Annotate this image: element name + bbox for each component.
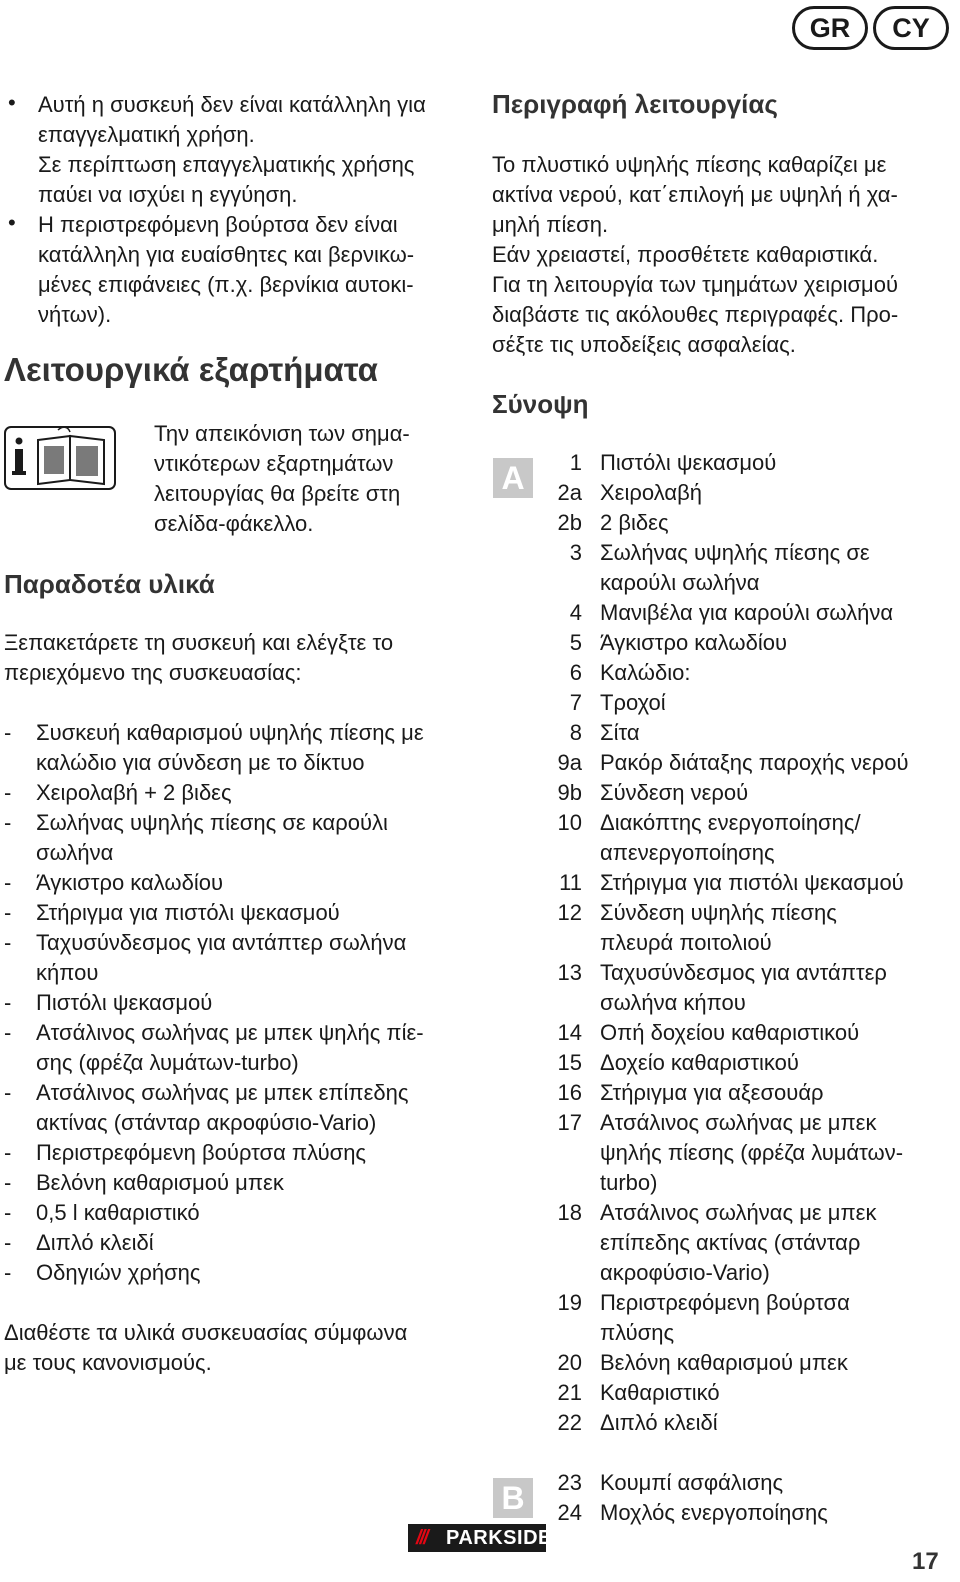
list-item: - Στήριγμα για πιστόλι ψεκασμού [4,898,474,928]
part-number: 18 [557,1200,582,1225]
part-row [540,448,960,478]
part-row [540,478,960,508]
part-number: 11 [559,870,582,895]
part-label-line: Δοχείο καθαριστικού [600,1050,799,1075]
part-label [600,808,861,868]
part-label-line: Σύνδεση νερού [600,780,749,805]
list-item: - Πιστόλι ψεκασμού [4,988,474,1018]
part-row [540,778,960,808]
list-item: - Ταχυσύνδεσμος για αντάπτερ σωλήνα κήπου [4,928,474,988]
function-heading: Περιγραφή λειτουργίας [492,89,778,119]
part-label-line: επίπεδης ακτίνας (στάνταρ [600,1230,861,1255]
part-label [600,688,666,718]
part-label-line: Τροχοί [600,690,666,715]
part-label [600,478,702,508]
part-label [600,1498,828,1528]
part-label-line: 2 βιδες [600,510,669,535]
part-number: 20 [557,1350,582,1375]
part-label-line: Σύνδεση υψηλής πίεσης [600,900,837,925]
components-heading: Λειτουργικά εξαρτήματα [4,351,378,388]
delivery-list [4,718,474,1288]
part-label-line: Στήριγμα για πιστόλι ψεκασμού [600,870,904,895]
part-label-line: καρούλι σωλήνα [600,570,760,595]
list-item: - Περιστρεφόμενη βούρτσα πλύσης [4,1138,474,1168]
bullet-item: • Αυτή η συσκευή δεν είναι κατάλληλη για επαγγελματική χρήση. Σε περίπτωση επαγγελματικής χρήσης παύει να ισχύει η εγγύηση. [4,90,464,210]
part-label [600,898,837,958]
part-label-line: Πιστόλι ψεκασμού [600,450,777,475]
part-label-line: Ατσάλινος σωλήνας με μπεκ [600,1200,877,1225]
part-label-line: ακροφύσιο-Vario) [600,1260,770,1285]
part-label-line: πλύσης [600,1320,675,1345]
function-text: Το πλυστικό υψηλής πίεσης καθαρίζει με ακτίνα νερού, κατ΄επιλογή με υψηλή ή χα- μηλή πίεση. Εάν χρειαστεί, προσθέτετε καθαριστικά. Για τη λειτουργία των τμημάτων χειρισμού διαβάστε τις ακόλουθες περιγραφές. Προ- σέξτε τις υποδείξεις ασφαλείας. [492,152,899,357]
logo-stripes-icon: /// [416,1527,427,1549]
part-row [540,958,960,1018]
part-label-line: Ρακόρ διάταξης παροχής νερού [600,750,909,775]
part-number: 3 [569,540,582,565]
part-row [540,718,960,748]
list-item: - Οδηγιών χρήσης [4,1258,474,1288]
part-row [540,1198,960,1288]
components-info-text: Την απεικόνιση των σημα- ντικότερων εξαρτημάτων λειτουργίας θα βρείτε στη σελίδα-φάκελλο. [154,421,410,536]
brand-name: PARKSIDE [446,1527,552,1549]
list-item: - Διπλό κλειδί [4,1228,474,1258]
part-label [600,1348,848,1378]
intro-bullet-list [4,90,464,330]
part-number: 14 [557,1020,582,1045]
part-row [540,628,960,658]
parts-list-b [540,1468,960,1528]
delivery-outro: Διαθέστε τα υλικά συσκευασίας σύμφωνα με τους κανονισμούς. [4,1320,408,1375]
part-number: 17 [557,1110,582,1135]
part-row [540,748,960,778]
part-number: 16 [557,1080,582,1105]
part-number: 5 [569,630,582,655]
group-b-label: B [493,1478,533,1518]
part-label [600,1408,718,1438]
parts-list-a [540,448,960,1438]
country-badge-gr: GR [792,6,868,50]
part-number: 4 [569,600,582,625]
list-item: - Άγκιστρο καλωδίου [4,868,474,898]
part-label [600,1108,903,1198]
part-row [540,1498,960,1528]
part-row [540,538,960,598]
list-item: - Ατσάλινος σωλήνας με μπεκ ψηλής πίε- σης (φρέζα λυμάτων-turbo) [4,1018,474,1078]
part-row [540,1408,960,1438]
part-number: 9b [557,780,582,805]
part-label-line: Κουμπί ασφάλισης [600,1470,784,1495]
bullet-item: • Η περιστρεφόμενη βούρτσα δεν είναι κατάλληλη για ευαίσθητες και βερνικω- μένες επιφάνειες (π.χ. βερνίκια αυτοκι- νήτων). [4,210,464,330]
part-label-line: turbo) [600,1170,658,1195]
part-row [540,688,960,718]
part-number: 6 [569,660,582,685]
list-item: - Σωλήνας υψηλής πίεσης σε καρούλι σωλήνα [4,808,474,868]
list-item: - Συσκευή καθαρισμού υψηλής πίεσης με καλώδιο για σύνδεση με το δίκτυο [4,718,474,778]
part-row [540,1288,960,1348]
part-label-line: Ταχυσύνδεσμος για αντάπτερ [600,960,887,985]
part-label [600,1018,859,1048]
part-label [600,748,909,778]
group-a-label: A [493,458,533,498]
part-number: 10 [557,810,582,835]
part-label-line: Άγκιστρο καλωδίου [600,630,787,655]
part-label-line: Σίτα [600,720,640,745]
part-label [600,868,904,898]
part-label-line: Χειρολαβή [600,480,702,505]
part-label-line: Στήριγμα για αξεσουάρ [600,1080,824,1105]
part-row [540,1378,960,1408]
part-row [540,1348,960,1378]
part-label-line: Καθαριστικό [600,1380,720,1405]
part-number: 22 [557,1410,582,1435]
part-label-line: σωλήνα κήπου [600,990,746,1015]
part-label-line: ψηλής πίεσης (φρέζα λυμάτων- [600,1140,904,1165]
part-label-line: Οπή δοχείου καθαριστικού [600,1020,860,1045]
part-label [600,628,787,658]
country-badge-cy: CY [873,6,949,50]
part-label-line: Σωλήνας υψηλής πίεσης σε [600,540,870,565]
part-label [600,958,887,1018]
part-label-line: πλευρά ποιτολιού [600,930,772,955]
part-label-line: Διπλό κλειδί [600,1410,718,1435]
part-label [600,508,669,538]
part-label [600,538,870,598]
list-item: - Βελόνη καθαρισμού μπεκ [4,1168,474,1198]
part-label [600,718,640,748]
part-label-line: Ατσάλινος σωλήνας με μπεκ [600,1110,877,1135]
part-label-line: Διακόπτης ενεργοποίησης/ [600,810,861,835]
list-item: - Ατσάλινος σωλήνας με μπεκ επίπεδης ακτίνας (στάνταρ ακροφύσιο-Vario) [4,1078,474,1138]
part-label-line: Βελόνη καθαρισμού μπεκ [600,1350,848,1375]
part-row [540,1018,960,1048]
parkside-logo [408,1524,552,1552]
part-row [540,898,960,958]
part-label [600,1078,824,1108]
part-number: 15 [557,1050,582,1075]
part-number: 9a [557,750,582,775]
part-number: 21 [557,1380,582,1405]
part-number: 1 [569,450,582,475]
part-number: 2a [557,480,582,505]
part-label [600,1198,876,1288]
part-number: 12 [557,900,582,925]
part-row [540,1048,960,1078]
part-label-line: Περιστρεφόμενη βούρτσα [600,1290,850,1315]
part-label-line: Μοχλός ενεργοποίησης [600,1500,828,1525]
part-label-line: Καλώδιο: [600,660,691,685]
part-label [600,658,690,688]
part-number: 19 [557,1290,582,1315]
part-label [600,598,893,628]
part-label [600,1378,720,1408]
part-row [540,508,960,538]
part-row [540,1078,960,1108]
list-item: - 0,5 l καθαριστικό [4,1198,474,1228]
part-number: 8 [569,720,582,745]
part-label [600,1048,799,1078]
part-row [540,598,960,628]
delivery-intro: Ξεπακετάρετε τη συσκευή και ελέγξτε το περιεχόμενο της συσκευασίας: [4,630,394,685]
part-label-line: Μανιβέλα για καρούλι σωλήνα [600,600,894,625]
part-label [600,1288,850,1348]
part-label-line: απενεργοποίησης [600,840,775,865]
overview-heading: Σύνοψη [492,389,589,419]
part-number: 24 [557,1500,582,1525]
part-number: 13 [557,960,582,985]
part-label [600,448,776,478]
page-number: 17 [912,1548,939,1575]
part-number: 7 [569,690,582,715]
part-row [540,658,960,688]
part-label [600,1468,783,1498]
part-row [540,1468,960,1498]
part-label [600,778,748,808]
part-row [540,808,960,868]
part-row [540,868,960,898]
info-manual-icon [4,426,116,490]
part-number: 2b [557,510,582,535]
list-item: - Χειρολαβή + 2 βιδες [4,778,474,808]
delivery-heading: Παραδοτέα υλικά [4,569,215,599]
part-row [540,1108,960,1198]
part-number: 23 [557,1470,582,1495]
